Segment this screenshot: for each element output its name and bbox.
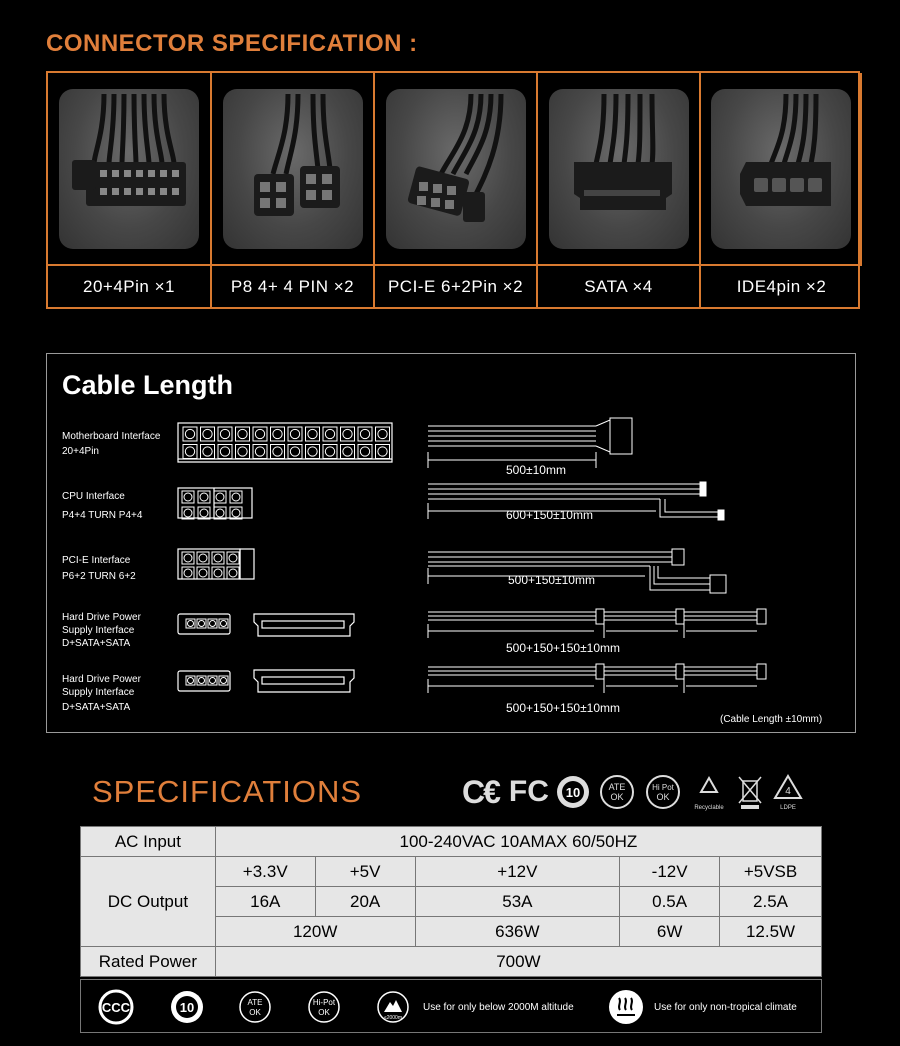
- cable-row-subname: Supply Interface: [62, 687, 135, 698]
- connector-pin-hole: [214, 569, 222, 577]
- connector-pin-hole: [220, 447, 229, 456]
- cable-row-name: CPU Interface: [62, 491, 125, 502]
- connector-pin-hole: [343, 447, 352, 456]
- ce-mark-icon: C€: [462, 773, 499, 810]
- connector-pin-hole: [210, 621, 216, 627]
- connector-pin-hole: [220, 429, 229, 438]
- cable-line-hdd-2: [428, 664, 766, 693]
- svg-text:CCC: CCC: [101, 1000, 131, 1015]
- connector-pin-hole: [199, 554, 207, 562]
- connector-pin-hole: [273, 429, 282, 438]
- cable-row-subname: 20+4Pin: [62, 446, 99, 457]
- hipot-ok-icon: [643, 774, 683, 810]
- connector-pin-hole: [255, 429, 264, 438]
- rail-current: 0.5A: [620, 887, 720, 917]
- hipot-ok-icon: [306, 990, 342, 1024]
- ac-input-value: 100-240VAC 10AMAX 60/50HZ: [215, 827, 821, 857]
- connector-label: SATA ×4: [538, 266, 701, 307]
- svg-text:10: 10: [565, 785, 581, 800]
- rail-current: 2.5A: [720, 887, 822, 917]
- fcc-mark-icon: FC: [508, 775, 549, 808]
- table-row: [81, 827, 822, 857]
- connector-label: PCI-E 6+2Pin ×2: [375, 266, 538, 307]
- connector-pin-hole: [343, 429, 352, 438]
- svg-text:Recyclable: Recyclable: [694, 805, 724, 811]
- connector-pin-hole: [185, 447, 194, 456]
- connector-pin-hole: [216, 509, 224, 517]
- connector-pin-hole: [255, 447, 264, 456]
- connector-pin-hole: [214, 554, 222, 562]
- energy-10-icon: [555, 774, 591, 810]
- climate-text: Use for only non-tropical climate: [654, 1002, 797, 1013]
- rail-power: 636W: [415, 917, 620, 947]
- connector-pin-hole: [325, 447, 334, 456]
- certification-logos: [462, 772, 805, 812]
- table-row: [81, 947, 822, 977]
- connector-pin-hole: [188, 678, 194, 684]
- svg-text:OK: OK: [249, 1008, 261, 1017]
- connector-pin-hole: [360, 447, 369, 456]
- svg-text:ATE: ATE: [608, 782, 626, 792]
- specifications-title: SPECIFICATIONS: [92, 774, 363, 809]
- rated-power-label: Rated Power: [81, 947, 216, 977]
- cable-length-title: Cable Length: [62, 370, 234, 400]
- connector-pin-hole: [290, 447, 299, 456]
- connector-pin-hole: [210, 678, 216, 684]
- climate-icon: [607, 988, 645, 1026]
- connector-section-title: CONNECTOR SPECIFICATION :: [46, 30, 418, 57]
- svg-text:10: 10: [179, 1000, 195, 1015]
- specifications-table: [80, 826, 822, 977]
- rail-label: +12V: [415, 857, 620, 887]
- svg-text:Hi Pot: Hi Pot: [652, 783, 674, 792]
- cable-row-subname: D+SATA+SATA: [62, 702, 131, 713]
- connector-pin-hole: [200, 509, 208, 517]
- connector-pin-hole: [184, 569, 192, 577]
- cable-row-subname: Supply Interface: [62, 625, 135, 636]
- rail-current: 20A: [315, 887, 415, 917]
- rail-power: 12.5W: [720, 917, 822, 947]
- sata-diagram: [254, 670, 354, 692]
- connector-pin-hole: [203, 447, 212, 456]
- svg-text:Hi-Pot: Hi-Pot: [312, 998, 336, 1007]
- connector-pin-hole: [184, 509, 192, 517]
- svg-text:4: 4: [785, 786, 791, 797]
- connector-pin-hole: [184, 554, 192, 562]
- connector-pin-hole: [188, 621, 194, 627]
- connector-pin-hole: [229, 569, 237, 577]
- connector-pin-hole: [185, 429, 194, 438]
- connector-pin-hole: [221, 621, 227, 627]
- cable-row-name: Hard Drive Power: [62, 612, 141, 623]
- connector-pin-hole: [199, 621, 205, 627]
- cable-length-value: 500±10mm: [506, 463, 566, 477]
- cable-row-name: Motherboard Interface: [62, 431, 161, 442]
- connector-pin-hole: [200, 493, 208, 501]
- weee-bin-icon: [735, 773, 765, 811]
- ate-ok-icon: [597, 774, 637, 810]
- ccc-mark-icon: [96, 988, 136, 1026]
- connector-pin-hole: [273, 447, 282, 456]
- rail-label: +5VSB: [720, 857, 822, 887]
- connector-label: P8 4+ 4 PIN ×2: [212, 266, 375, 307]
- svg-text:LDPE: LDPE: [780, 805, 796, 811]
- connector-pin-hole: [216, 493, 224, 501]
- connector-pin-hole: [378, 429, 387, 438]
- rail-current: 16A: [215, 887, 315, 917]
- cable-length-value: 600+150±10mm: [506, 508, 593, 522]
- table-row: [81, 857, 822, 887]
- rail-label: +5V: [315, 857, 415, 887]
- connector-pin-hole: [229, 554, 237, 562]
- sata-diagram: [254, 614, 354, 636]
- cable-length-value: 500+150+150±10mm: [506, 701, 621, 715]
- cable-line-motherboard: [428, 418, 632, 468]
- connector-pin-hole: [184, 493, 192, 501]
- altitude-text: Use for only below 2000M altitude: [423, 1002, 574, 1013]
- connector-pin-hole: [378, 447, 387, 456]
- rail-label: +3.3V: [215, 857, 315, 887]
- connector-pin-hole: [203, 429, 212, 438]
- energy-10-icon: [168, 988, 206, 1026]
- svg-text:OK: OK: [318, 1008, 330, 1017]
- cable-length-note: (Cable Length ±10mm): [720, 714, 823, 725]
- cable-row-subname: P4+4 TURN P4+4: [62, 510, 143, 521]
- connector-pin-hole: [290, 429, 299, 438]
- svg-text:OK: OK: [656, 792, 670, 802]
- ac-input-label: AC Input: [81, 827, 216, 857]
- svg-text:ATE: ATE: [247, 998, 263, 1007]
- connector-pin-hole: [238, 429, 247, 438]
- connector-label: 20+4Pin ×1: [48, 266, 212, 307]
- connector-pin-hole: [238, 447, 247, 456]
- cable-length-value: 500+150±10mm: [508, 573, 595, 587]
- connector-pin-hole: [232, 509, 240, 517]
- cable-row-name: PCI-E Interface: [62, 555, 131, 566]
- dc-output-label: DC Output: [81, 857, 216, 947]
- altitude-icon: [376, 990, 410, 1024]
- rail-power: 6W: [620, 917, 720, 947]
- rail-label: -12V: [620, 857, 720, 887]
- cable-line-hdd-1: [428, 609, 766, 638]
- cable-length-value: 500+150+150±10mm: [506, 641, 621, 655]
- ldpe-4-icon: [771, 772, 805, 812]
- rail-power: 120W: [215, 917, 415, 947]
- rail-current: 53A: [415, 887, 620, 917]
- svg-text:OK: OK: [610, 792, 624, 802]
- svg-text:≤2000m: ≤2000m: [383, 1015, 403, 1021]
- rated-power-value: 700W: [215, 947, 821, 977]
- connector-pin-hole: [325, 429, 334, 438]
- cable-row-subname: D+SATA+SATA: [62, 638, 131, 649]
- connector-label: IDE4pin ×2: [736, 276, 827, 296]
- connector-pin-hole: [199, 569, 207, 577]
- connector-pin-hole: [308, 447, 317, 456]
- ate-ok-icon: [238, 990, 272, 1024]
- connector-pin-hole: [360, 429, 369, 438]
- connector-pin-hole: [199, 678, 205, 684]
- connector-pin-hole: [221, 678, 227, 684]
- cable-row-name: Hard Drive Power: [62, 674, 141, 685]
- connector-pin-hole: [308, 429, 317, 438]
- connector-pin-hole: [232, 493, 240, 501]
- recyclable-icon: [689, 772, 729, 812]
- cable-row-subname: P6+2 TURN 6+2: [62, 571, 136, 582]
